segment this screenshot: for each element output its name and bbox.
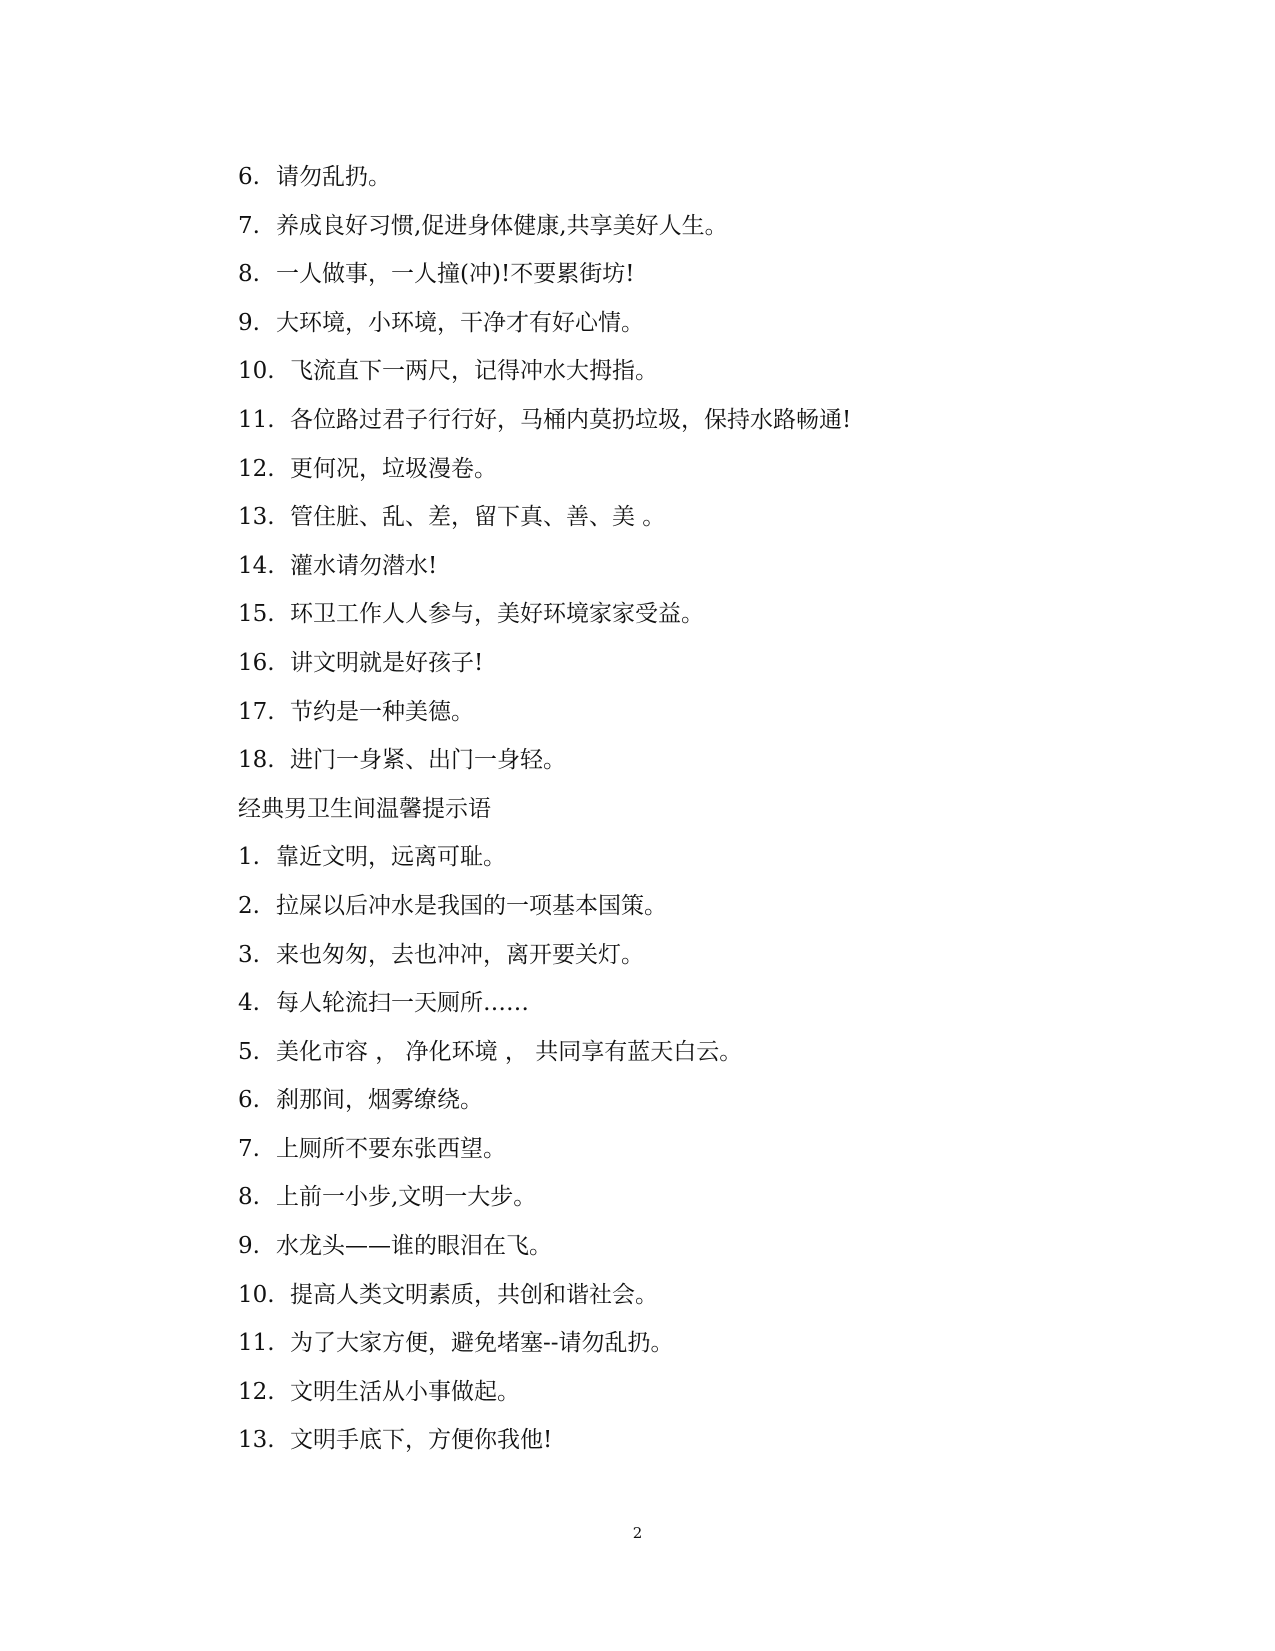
page-number: 2: [632, 1524, 643, 1542]
slogan-list: [238, 153, 1198, 1465]
list-item: [238, 882, 1198, 931]
section-heading: [238, 785, 1198, 834]
list-item: [238, 688, 1198, 737]
item-text: 水龙头——谁的眼泪在飞。: [276, 1233, 552, 1260]
item-text: 请勿乱扔。: [276, 164, 391, 190]
item-number: 12.: [238, 455, 275, 482]
item-number: 11.: [238, 1330, 275, 1357]
item-text: 拉屎以后冲水是我国的一项基本国策。: [276, 892, 667, 919]
item-number: 4.: [238, 990, 260, 1017]
list-item: [238, 202, 1198, 251]
item-number: 17.: [238, 698, 275, 725]
item-text: 飞流直下一两尺，记得冲水大拇指。: [290, 358, 658, 385]
list-item: [238, 445, 1198, 494]
item-number: 7.: [238, 212, 260, 239]
item-number: 8.: [238, 261, 260, 288]
list-item: [238, 1319, 1198, 1368]
list-item: [238, 347, 1198, 396]
list-item: [238, 153, 1198, 202]
list-item: [238, 1076, 1198, 1125]
item-text: 上前一小步,文明一大步。: [276, 1184, 537, 1211]
list-item: [238, 299, 1198, 348]
item-text: 靠近文明，远离可耻。: [276, 844, 506, 871]
item-number: 3.: [238, 941, 260, 968]
item-number: 9.: [238, 1233, 260, 1260]
item-text: 环卫工作人人参与，美好环境家家受益。: [290, 601, 704, 628]
list-item: [238, 1416, 1198, 1465]
item-text: 更何况，垃圾漫卷。: [290, 455, 497, 482]
item-number: 5.: [238, 1038, 260, 1065]
item-text: 管住脏、乱、差，留下真、善、美 。: [290, 504, 666, 531]
item-number: 8.: [238, 1184, 260, 1211]
list-item: [238, 1125, 1198, 1174]
list-item: [238, 590, 1198, 639]
item-number: 11.: [238, 406, 275, 433]
item-number: 14.: [238, 552, 275, 579]
item-number: 15.: [238, 601, 275, 628]
item-number: 16.: [238, 649, 275, 676]
item-text: 大环境，小环境，干净才有好心情。: [276, 309, 644, 336]
item-number: 10.: [238, 358, 275, 385]
item-number: 13.: [238, 504, 275, 531]
item-number: 7.: [238, 1135, 260, 1162]
item-text: 讲文明就是好孩子!: [290, 649, 484, 676]
item-number: 18.: [238, 747, 275, 774]
list-item: [238, 1173, 1198, 1222]
item-number: 1.: [238, 844, 260, 871]
item-text: 节约是一种美德。: [290, 698, 474, 725]
item-number: 6.: [238, 164, 260, 190]
item-text: 一人做事，一人撞(冲)!不要累街坊!: [276, 261, 635, 288]
item-text: 各位路过君子行行好，马桶内莫扔垃圾，保持水路畅通!: [290, 406, 852, 433]
item-text: 上厕所不要东张西望。: [276, 1135, 506, 1162]
list-item: [238, 493, 1198, 542]
item-number: 6.: [238, 1087, 260, 1114]
list-item: [238, 396, 1198, 445]
list-item: [238, 1028, 1198, 1077]
item-text: 每人轮流扫一天厕所……: [276, 990, 529, 1017]
item-text: 文明手底下，方便你我他!: [290, 1427, 553, 1454]
item-text: 灌水请勿潜水!: [290, 552, 438, 579]
item-text: 提高人类文明素质，共创和谐社会。: [290, 1281, 658, 1308]
item-text: 养成良好习惯,促进身体健康,共享美好人生。: [276, 212, 728, 239]
list-item: [238, 639, 1198, 688]
list-item: [238, 250, 1198, 299]
list-item: [238, 833, 1198, 882]
list-item: [238, 736, 1198, 785]
item-text: 刹那间，烟雾缭绕。: [276, 1087, 483, 1114]
list-item: [238, 542, 1198, 591]
item-text: 为了大家方便，避免堵塞--请勿乱扔。: [290, 1330, 674, 1357]
section-heading-text: 经典男卫生间温馨提示语: [238, 795, 491, 822]
item-text: 文明生活从小事做起。: [290, 1378, 520, 1405]
item-number: 13.: [238, 1427, 275, 1454]
item-number: 9.: [238, 309, 260, 336]
list-item: [238, 1222, 1198, 1271]
item-number: 2.: [238, 892, 260, 919]
item-text: 来也匆匆，去也冲冲，离开要关灯。: [276, 941, 644, 968]
item-number: 10.: [238, 1281, 275, 1308]
list-item: [238, 1271, 1198, 1320]
item-number: 12.: [238, 1378, 275, 1405]
item-text: 美化市容 ， 净化环境 ， 共同享有蓝天白云。: [276, 1038, 743, 1065]
list-item: [238, 931, 1198, 980]
list-item: [238, 979, 1198, 1028]
item-text: 进门一身紧、出门一身轻。: [290, 747, 566, 774]
list-item: [238, 1368, 1198, 1417]
